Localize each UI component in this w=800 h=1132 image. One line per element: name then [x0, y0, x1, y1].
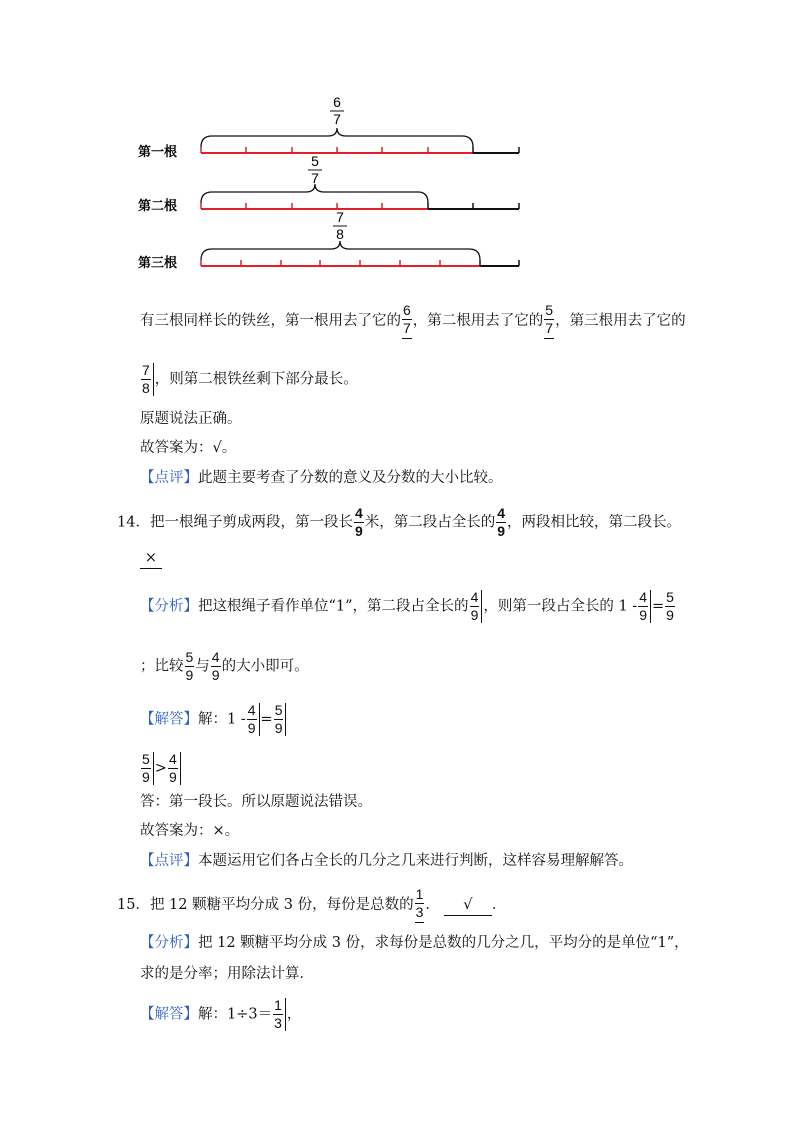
- num: 7: [142, 362, 150, 378]
- q15-text-a: 把 12 颗糖平均分成 3 份，每份是总数的: [149, 897, 414, 913]
- den: 3: [415, 904, 424, 920]
- analysis-d: 与: [195, 658, 210, 675]
- solution-tag: 【解答】: [140, 711, 198, 728]
- num: 5: [666, 589, 674, 605]
- den: 9: [470, 607, 479, 623]
- den: 9: [666, 607, 674, 623]
- q13-text-d: ，则第二根铁丝剩下部分最长。: [154, 371, 358, 388]
- q14-frac1: [354, 506, 364, 539]
- rod-2-brace: [201, 184, 428, 203]
- q14-solution-frac2: [274, 703, 287, 736]
- rod-2: [138, 153, 519, 214]
- den: 9: [247, 720, 256, 736]
- solution-tag: 【解答】: [140, 1006, 198, 1023]
- q15-number: 15．: [117, 897, 150, 913]
- q15-question: [117, 887, 506, 923]
- num: 4: [168, 751, 177, 767]
- q13-frac3: [141, 363, 154, 396]
- q14-analysis-line1: [140, 590, 676, 623]
- q14-analysis-frac2: [638, 590, 651, 623]
- num: 4: [639, 589, 647, 605]
- q15-solution-frac: [273, 998, 286, 1031]
- q13-text-c: ，第三根用去了它的: [555, 313, 686, 329]
- solution-eq: =: [260, 711, 273, 728]
- q14-blank: [140, 548, 162, 569]
- rods-diagram: [0, 0, 800, 290]
- q14-cmp-frac1: [141, 752, 154, 785]
- q14-analysis-frac5: [211, 650, 221, 683]
- analysis-e: 的大小即可。: [221, 658, 309, 675]
- num: 5: [185, 649, 194, 665]
- q14-cmp-frac2: [168, 752, 181, 785]
- rod-1-frac-den: 7: [333, 111, 341, 127]
- num: 5: [545, 302, 554, 318]
- den: 9: [354, 523, 363, 539]
- q13-answer: 故答案为：√。: [140, 440, 237, 456]
- q14-question: [117, 506, 681, 539]
- q15-blank-answer: √: [444, 895, 492, 916]
- rod-1-frac-num: 6: [333, 94, 341, 110]
- q15-text-c: ．: [491, 897, 507, 913]
- den: 7: [545, 320, 554, 336]
- comment-tag: 【点评】: [140, 470, 198, 486]
- den: 9: [211, 667, 220, 683]
- q13-comment: [140, 468, 503, 488]
- analysis-tag: 【分析】: [140, 935, 198, 951]
- comment-text: 此题主要考查了分数的意义及分数的大小比较。: [198, 470, 503, 486]
- analysis-eq: =: [652, 598, 665, 615]
- q14-comment: [140, 851, 633, 871]
- q15-analysis-line1: [140, 933, 689, 953]
- q14-text-c: ，两段相比较，第二段长。: [507, 514, 682, 531]
- rod-3-brace: [201, 241, 480, 260]
- den: 9: [142, 769, 150, 785]
- q15-solution: [140, 998, 301, 1031]
- q15-frac1: [415, 887, 425, 923]
- rod-1-brace: [201, 128, 473, 147]
- q13-frac1: [402, 303, 412, 339]
- den: 9: [274, 720, 283, 736]
- q14-analysis-frac4: [185, 650, 195, 683]
- rod-1: [138, 94, 519, 160]
- compare-op: >: [154, 760, 167, 777]
- q14-analysis-line2: [140, 650, 309, 683]
- q14-text-b: 米，第二段占全长的: [364, 514, 496, 531]
- den: 8: [142, 380, 150, 396]
- num: 4: [247, 702, 256, 718]
- rod-2-label: 第二根: [138, 199, 178, 214]
- num: 5: [142, 751, 150, 767]
- den: 9: [185, 667, 194, 683]
- solution-a: 解：1 -: [198, 711, 246, 728]
- q15-text-b: ．: [425, 897, 440, 913]
- num: 4: [497, 505, 506, 521]
- q14-number: 14．: [117, 514, 150, 531]
- den: 9: [497, 523, 506, 539]
- rod-3: [138, 209, 519, 271]
- num: 5: [274, 702, 283, 718]
- q13-text-b: ，第二根用去了它的: [412, 313, 544, 329]
- rod-1-label: 第一根: [138, 145, 178, 160]
- analysis-c: ；比较: [140, 658, 184, 675]
- den: 9: [168, 769, 177, 785]
- den: 3: [274, 1015, 282, 1031]
- num: 1: [274, 997, 282, 1013]
- q14-frac2: [496, 506, 506, 539]
- solution-b: ，: [286, 1006, 302, 1023]
- q14-analysis-frac1: [470, 590, 483, 623]
- num: 4: [470, 589, 479, 605]
- q14-answer: 故答案为：×。: [140, 823, 240, 839]
- rod-3-frac-num: 7: [336, 209, 344, 225]
- q14-compare: [140, 752, 182, 785]
- q14-blank-answer: ×: [140, 548, 162, 569]
- q13-text-a: 有三根同样长的铁丝，第一根用去了它的: [140, 313, 401, 329]
- rod-3-label: 第三根: [138, 256, 178, 271]
- q13-text-line1: [140, 303, 686, 339]
- analysis-a: 把这根绳子看作单位“1”，第二段占全长的: [198, 598, 469, 615]
- q14-analysis-frac3: [665, 590, 675, 623]
- q14-solution: [140, 703, 287, 736]
- solution-a: 解：1÷3＝: [198, 1006, 273, 1023]
- rod-2-frac-num: 5: [311, 153, 319, 169]
- q13-statement: 原题说法正确。: [140, 411, 242, 427]
- den: 7: [403, 320, 411, 336]
- q14-text-a: 把一根绳子剪成两段，第一段长: [149, 514, 353, 531]
- comment-tag: 【点评】: [140, 853, 198, 869]
- q13-frac2: [544, 303, 554, 339]
- rod-3-frac-den: 8: [336, 226, 344, 242]
- analysis-tag: 【分析】: [140, 598, 198, 615]
- den: 9: [639, 607, 647, 623]
- q14-solution-frac1: [247, 703, 260, 736]
- num: 1: [415, 886, 424, 902]
- analysis-b: ，则第一段占全长的 1 -: [483, 598, 638, 615]
- analysis-line1: 把 12 颗糖平均分成 3 份，求每份是总数的几分之几，平均分的是单位“1”，: [198, 935, 689, 951]
- num: 6: [403, 302, 411, 318]
- q15-analysis-line2: 求的是分率；用除法计算．: [140, 966, 314, 982]
- rod-2-frac-den: 7: [311, 170, 319, 186]
- q14-reply: 答：第一段长。所以原题说法错误。: [140, 794, 372, 810]
- num: 4: [211, 649, 220, 665]
- num: 4: [354, 505, 363, 521]
- comment-text: 本题运用它们各占全长的几分之几来进行判断，这样容易理解解答。: [198, 853, 633, 869]
- q13-text-line2: [140, 363, 358, 396]
